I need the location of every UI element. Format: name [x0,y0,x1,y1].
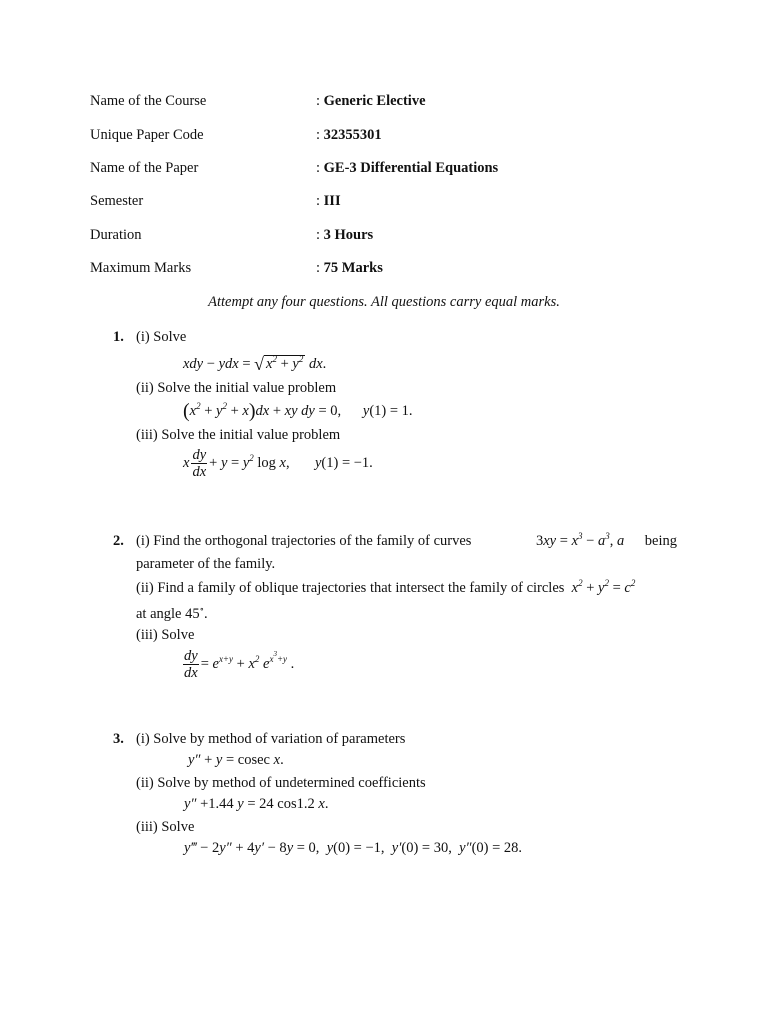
q2-equation-iii: $\frac{dy}{dx}$ = $e^{x+y} + x^2$ $e^{x^3+y}$ . [184,648,295,681]
q2-part-i: (i) Find the orthogonal trajectories of the family of curves [136,533,472,549]
q3-part-i: (i) Solve by method of variation of parameters [136,731,406,747]
q1-part-i: (i) Solve [136,329,187,345]
course-sep: : [316,93,324,109]
q2-part-iii: (iii) Solve [136,627,195,643]
q2-part-i-being: being [644,533,677,549]
q1-part-ii: (ii) Solve the initial value problem [136,380,337,396]
course-value: Generic Elective [323,93,426,109]
duration-value: 3 Hours [323,227,374,243]
instructions: Attempt any four questions. All questions carry equal marks. [208,294,560,310]
semester-label: Semester [90,193,144,209]
q2-part-ii-line [136,580,635,597]
paper-name-sep: : [316,160,324,176]
semester-value: III [323,193,341,209]
q3-part-ii: (ii) Solve by method of undetermined coefficients [136,775,426,791]
duration-label: Duration [90,227,142,243]
question-number: 2. [113,533,124,549]
q3-equation-i: y″ + y = cosec x. [188,752,284,768]
q2-part-i-cont: parameter of the family. [136,556,276,572]
duration-sep: : [316,227,324,243]
course-label: Name of the Course [90,93,207,109]
paper-code-sep: : [316,127,324,143]
paper-code-value: 32355301 [323,127,382,143]
q1-equation-ii: $(x^2 + y^2 + x)dx$ + xy dy = 0, y(1) = 1. [183,400,413,422]
question-number: 3. [113,731,124,747]
q2-angle-text: at angle 45 [136,606,200,622]
q2-curve-equation: $3xy = x^3 - a^3$, a [536,531,625,549]
max-marks-sep: : [316,260,324,276]
q1-equation-iii: x $\frac{dy}{dx}$ + $y = y^2$ log x, y(1) = −1. [183,447,373,480]
q2-part-ii-cont: at angle 45∘. [136,604,208,622]
paper-name-value: GE-3 Differential Equations [323,160,499,176]
paper-code-label: Unique Paper Code [90,127,204,143]
question-number: 1. [113,329,124,345]
q2-circle-equation: $x^2 + y^2 = c^2$ [571,578,636,596]
q3-equation-iii: y‴ − 2y″ + 4y′ − 8y = 0, y(0) = −1, y′(0) = 30, y″(0) = 28. [184,840,523,856]
q3-equation-ii: y″ +1.44 y = 24 cos1.2 x. [184,796,329,812]
q1-part-iii: (iii) Solve the initial value problem [136,427,341,443]
max-marks-label: Maximum Marks [90,260,192,276]
max-marks-value: 75 Marks [323,260,383,276]
paper-name-label: Name of the Paper [90,160,199,176]
semester-sep: : [316,193,324,209]
q2-part-ii: (ii) Find a family of oblique trajectories that intersect the family of circles [136,580,565,596]
q1-equation-i: xdy − ydx = √ $x^2 + y^2$ dx. [183,354,327,374]
q3-part-iii: (iii) Solve [136,819,195,835]
